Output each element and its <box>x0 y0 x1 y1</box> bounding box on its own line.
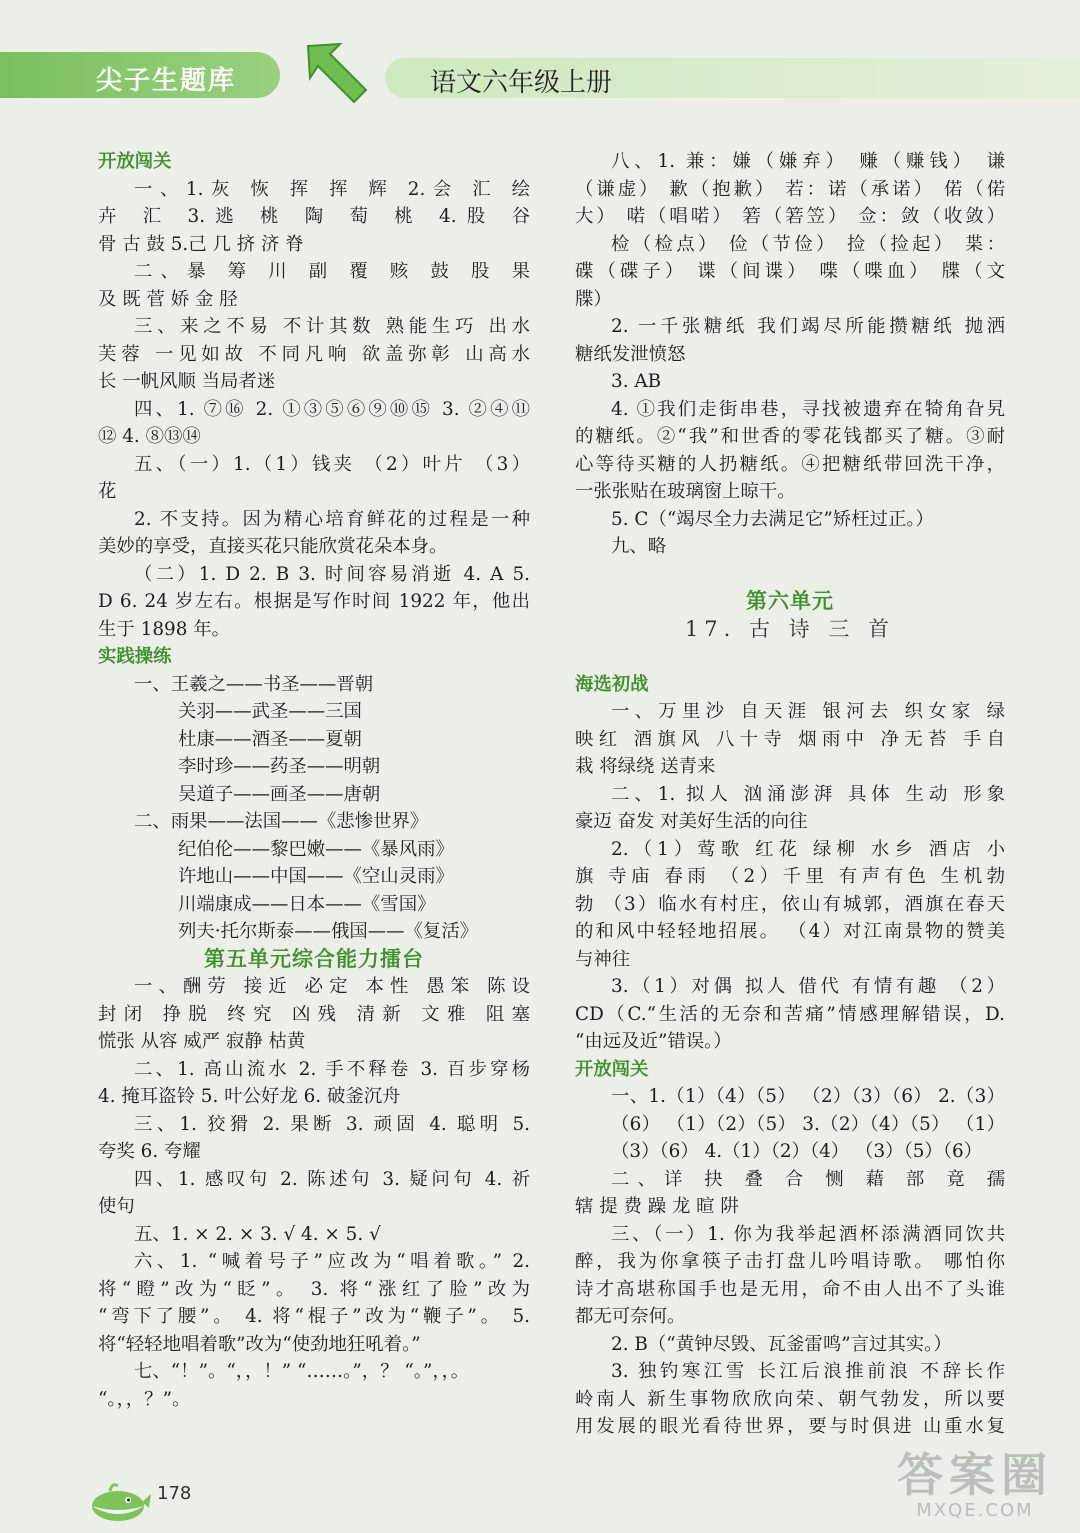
answer-line: 杜康——酒圣——夏朝 <box>178 728 362 750</box>
answer-line: 一、酬劳 接近 必定 本性 愚笨 陈设 <box>134 976 530 997</box>
answer-line: 豪迈 奋发 对美好生活的向往 <box>575 811 808 832</box>
answer-line: 花 <box>98 481 117 502</box>
answer-line: 卉 汇 3.逃 桃 陶 萄 桃 4.股 谷 <box>98 206 530 227</box>
answer-line: 旗 寺庙 春雨 （2）千里 有声有色 生机勃 <box>575 866 1005 887</box>
spacer <box>575 561 1005 589</box>
answer-line: 一、1.灰 恢 挥 挥 辉 2.会 汇 绘 <box>134 178 530 200</box>
answer-line: 一张张贴在玻璃窗上晾干。 <box>575 481 796 502</box>
answer-line: 长 一帆风顺 当局者迷 <box>98 371 276 392</box>
watermark <box>880 1450 1070 1528</box>
answer-line: 一、1.（1）（4）（5） （2）（3）（6） 2.（3） <box>611 1086 1005 1107</box>
answer-line: 四、1. 感叹句 2. 陈述句 3. 疑问句 4. 祈 <box>134 1168 530 1190</box>
section-heading: 实践操练 <box>98 646 172 667</box>
right-column <box>575 148 1005 1441</box>
answer-line: 及 既 菅 娇 金 胫 <box>98 288 238 310</box>
answer-line: 骨 古 鼓 5.己 几 挤 济 脊 <box>98 233 304 255</box>
answer-line: 六、1. “喊着号子”应改为“唱着歌。” 2. <box>134 1251 530 1272</box>
answer-line: 三、1. 狡猾 2. 果断 3. 顽固 4. 聪明 5. <box>134 1113 530 1135</box>
unit-title: 第六单元 <box>746 589 834 613</box>
answer-line: 三、来之不易 不计其数 熟能生巧 出水 <box>134 316 530 337</box>
answer-line: 二、1. 拟人 汹涌澎湃 具体 生动 形象 <box>611 783 1005 805</box>
answer-line: 都无可奈何。 <box>575 1306 686 1327</box>
answer-line: ⑫ 4. ⑧⑬⑭ <box>98 426 201 447</box>
answer-line: 列夫·托尔斯泰——俄国——《复活》 <box>178 921 479 942</box>
answer-line: 的糖纸。②“我”和世香的零花钱都买了糖。③耐 <box>575 426 1005 447</box>
answer-line: 七、“！”。“，，！” “……。”，？ “。”，，。 <box>134 1361 470 1382</box>
answer-line: 川端康成——日本——《雪国》 <box>178 893 436 915</box>
answer-line: 纪伯伦——黎巴嫩——《暴风雨》 <box>178 838 454 860</box>
answer-line: 2. B（“黄钟尽毁、瓦釜雷鸣”言过其实。） <box>611 1333 952 1355</box>
answer-line: 三、（一）1. 你为我举起酒杯添满酒同饮共 <box>611 1223 1005 1245</box>
answer-line: 4. 掩耳盗铃 5. 叶公好龙 6. 破釜沉舟 <box>98 1086 401 1107</box>
section-heading: 开放闯关 <box>575 1058 649 1080</box>
answer-line: 吴道子——画圣——唐朝 <box>178 783 381 805</box>
header-brand-title: 尖子生题库 <box>96 66 237 96</box>
answer-line: 关羽——武圣——三国 <box>178 701 362 722</box>
answer-line: 牒） <box>575 288 612 310</box>
answer-line: 五、1. × 2. × 3. √ 4. × 5. √ <box>134 1223 381 1245</box>
left-column <box>98 148 530 1413</box>
answer-line: 许地山——中国——《空山灵雨》 <box>178 866 454 887</box>
answer-line: 二、1. 高山流水 2. 手不释卷 3. 百步穿杨 <box>134 1058 530 1080</box>
answer-line: CD（C.“生活的无奈和苦痛”情感理解错误，D. <box>575 1003 1005 1025</box>
answer-line: 大） 喏（唱喏） 箬（箬笠） 佥：敛（收敛） <box>575 206 1005 227</box>
answer-line: 岭南人 新生事物欣欣向荣、朝气勃发，所以要 <box>575 1388 1005 1410</box>
answer-line: 使句 <box>98 1196 135 1217</box>
answer-line: 芙蓉 一见如故 不同凡响 欲盖弥彰 山高水 <box>98 343 530 365</box>
answer-line: 检（检点） 俭（节俭） 捡（捡起） 枼： <box>611 233 1005 255</box>
answer-line: “弯下了腰”。 4. 将“棍子”改为“鞭子”。 5. <box>98 1306 530 1327</box>
answer-line: 用发展的眼光看待世界，要与时俱进 山重水复 <box>575 1416 1005 1437</box>
answer-line: 慌张 从容 威严 寂静 枯黄 <box>98 1031 306 1052</box>
answer-line: “由远及近”错误。） <box>575 1031 732 1052</box>
answer-line: 诗才高堪称国手也是无用，命不由人出不了头谁 <box>575 1278 1005 1300</box>
lesson-title: 17. 古 诗 三 首 <box>684 616 896 641</box>
answer-line: 2. 不支持。因为精心培育鲜花的过程是一种 <box>134 508 530 530</box>
answer-line: 3. 独钓寒江雪 长江后浪推前浪 不辞长作 <box>611 1361 1005 1382</box>
answer-line: 糖纸发泄愤怒 <box>575 343 686 365</box>
answer-line: “。，，？”。 <box>98 1388 191 1410</box>
arrow-icon <box>300 40 370 104</box>
section-heading: 开放闯关 <box>98 151 172 172</box>
answer-line: 二、雨果——法国——《悲惨世界》 <box>134 811 429 832</box>
section-heading: 海选初战 <box>575 673 649 695</box>
answer-line: D 6. 24 岁左右。根据是写作时间 1922 年，他出 <box>98 591 530 612</box>
answer-line: 五、（一）1.（1）钱夹 （2）叶片 （3） <box>134 453 530 475</box>
page-number: 178 <box>157 1483 192 1504</box>
answer-line: 一、王羲之——书圣——晋朝 <box>134 673 374 695</box>
answer-line: 栽 将绿绕 送青来 <box>575 756 716 777</box>
answer-line: 2.（1）莺歌 红花 绿柳 水乡 酒店 小 <box>611 838 1005 860</box>
answer-line: 5. C（“竭尽全力去满足它”矫枉过正。） <box>611 508 934 530</box>
answer-line: 四、1. ⑦⑯ 2. ①③⑤⑥⑨⑩⑮ 3. ②④⑪ <box>134 398 530 420</box>
answer-line: 封闭 挣脱 终究 凶残 清新 文雅 阻塞 <box>98 1003 530 1025</box>
answer-line: 二、暴 筹 川 副 覆 赅 鼓 股 果 <box>134 261 530 282</box>
answer-line: 的和风中轻轻地招展。 （4）对江南景物的赞美 <box>575 921 1005 942</box>
watermark-url: MXQE.COM <box>916 1500 1034 1521</box>
answer-line: 美妙的享受，直接买花只能欣赏花朵本身。 <box>98 536 448 557</box>
answer-line: 辖 提 费 躁 龙 暄 阱 <box>575 1196 739 1217</box>
answer-line: 八、1. 兼：嫌（嫌弃） 赚（赚钱） 谦 <box>611 151 1005 172</box>
header-subject-title: 语文六年级上册 <box>430 68 613 98</box>
answer-line: 九、略 <box>611 536 667 557</box>
answer-line: 将“瞪”改为“眨”。 3. 将“涨红了脸”改为 <box>98 1278 530 1300</box>
answer-line: 与神往 <box>575 948 631 970</box>
answer-line: （谦虚） 歉（抱歉） 若：诺（承诺） 偌（偌 <box>575 178 1005 200</box>
answer-line: 生于 1898 年。 <box>98 618 231 640</box>
answer-line: （6） （1）（2）（5） 3.（2）（4）（5） （1） <box>611 1113 1005 1135</box>
answer-line: 一、万里沙 自天涯 银河去 织女家 绿 <box>611 701 1005 722</box>
watermark-title: 答案圈 <box>897 1448 1053 1502</box>
answer-line: 醉，我为你拿筷子击打盘儿吟唱诗歌。 哪怕你 <box>575 1251 1005 1272</box>
answer-line: 二、详 抉 叠 合 恻 藉 部 竟 孺 <box>611 1168 1005 1190</box>
spacer <box>575 643 1005 671</box>
answer-line: 2. 一千张糖纸 我们竭尽所能攒糖纸 抛洒 <box>611 316 1005 337</box>
answer-line: 4. ①我们走街串巷，寻找被遗弃在犄角旮旯 <box>611 398 1005 420</box>
answer-line: 勃 （3）临水有村庄，依山有城郭，酒旗在春天 <box>575 893 1005 915</box>
answer-line: 3. AB <box>611 371 662 392</box>
answer-line: 映红 酒旗风 八十寺 烟雨中 净无苔 手自 <box>575 728 1005 750</box>
whale-mascot-icon <box>88 1478 152 1522</box>
answer-line: 心等待买糖的人扔糖纸。④把糖纸带回洗干净， <box>575 453 1005 475</box>
answer-line: 将“轻轻地唱着歌”改为“使劲地狂吼着。” <box>98 1333 421 1355</box>
answer-line: 李时珍——药圣——明朝 <box>178 756 381 777</box>
answer-line: （3）（6） 4.（1）（2）（4） （3）（5）（6） <box>611 1141 983 1162</box>
answer-line: （二）1. D 2. B 3. 时间容易消逝 4. A 5. <box>134 563 530 585</box>
answer-line: 3.（1）对偶 拟人 借代 有情有趣 （2） <box>611 976 1005 997</box>
answer-line: 碟（碟子） 谍（间谍） 喋（喋血） 牒（文 <box>575 261 1005 282</box>
unit-title: 第五单元综合能力擂台 <box>204 946 424 971</box>
answer-line: 夸奖 6. 夸耀 <box>98 1141 201 1162</box>
